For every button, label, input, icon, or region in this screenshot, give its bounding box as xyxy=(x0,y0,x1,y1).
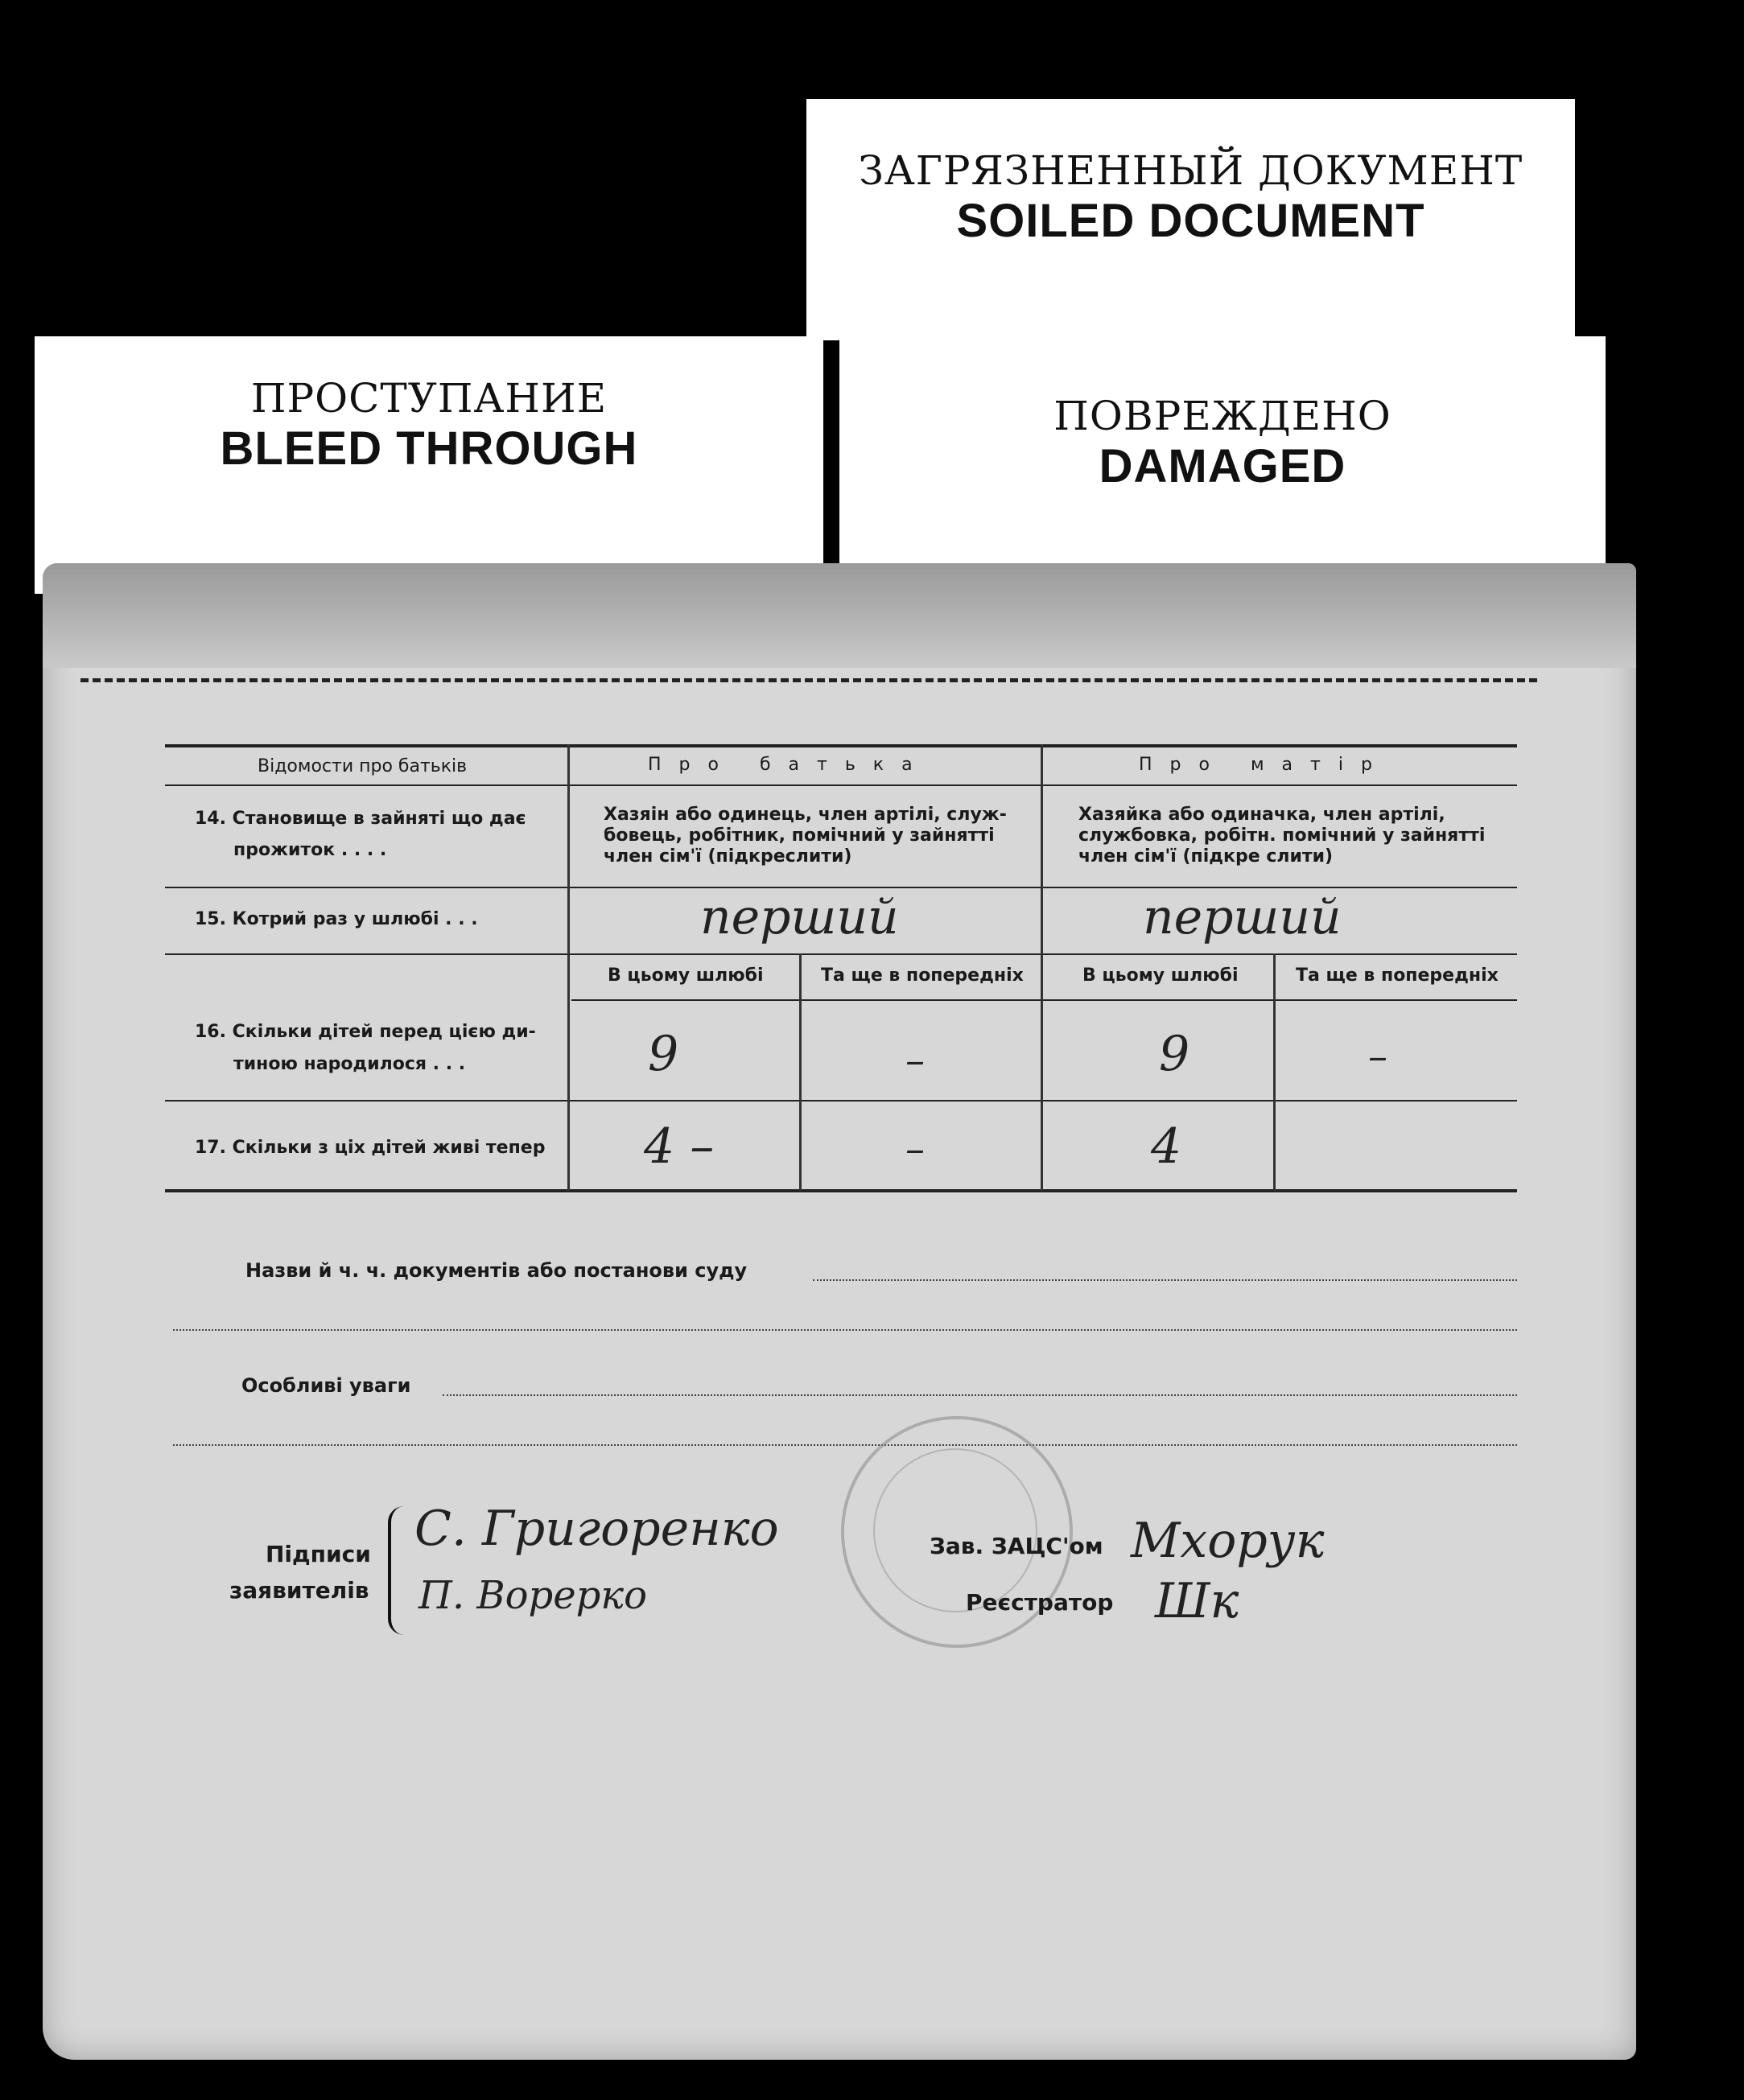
head-registry-signature: Мхорук xyxy=(1131,1513,1325,1569)
row16-bottom-rule xyxy=(165,1100,1517,1101)
col-divider-father-prev xyxy=(799,953,802,1191)
header-bottom-rule xyxy=(165,784,1517,786)
row15-father-value: перший xyxy=(700,889,899,945)
bleed-flag-ru: ПРОСТУПАНИЕ xyxy=(250,375,608,422)
header-parents: Відомости про батьків xyxy=(258,756,468,776)
soiled-document-flag xyxy=(806,99,1575,340)
col-divider-mother xyxy=(1041,744,1043,1191)
bleed-through-flag xyxy=(35,336,823,594)
row17-father-this: 4 – xyxy=(644,1118,715,1175)
header-mother: Про матір xyxy=(1139,755,1390,775)
row17-father-prev: – xyxy=(905,1126,925,1171)
row16-father-prev: – xyxy=(905,1038,925,1083)
col-divider-mother-prev xyxy=(1273,953,1276,1191)
registrar-signature: Шк xyxy=(1155,1573,1239,1629)
damaged-flag-en: DAMAGED xyxy=(1099,440,1346,492)
row14-mother-line1: Хазяйка або одиначка, член артілі, xyxy=(1078,805,1445,825)
notes-dotted-line-2 xyxy=(173,1444,1517,1446)
sub-father-prev: Та ще в попередніх xyxy=(821,966,1024,986)
row14-mother-line2: службовка, робітн. помічний у зайнятті xyxy=(1078,826,1486,846)
official-stamp-inner-ring xyxy=(873,1448,1037,1612)
row14-label-line2: прожиток . . . . xyxy=(233,840,387,860)
row15-label: 15. Котрий раз у шлюбі . . . xyxy=(195,909,478,929)
documents-label: Назви й ч. ч. документів або постанови суду xyxy=(245,1259,748,1282)
bleed-flag-en: BLEED THROUGH xyxy=(220,422,638,475)
subheader-bottom-rule xyxy=(571,999,1517,1001)
row15-mother-value: перший xyxy=(1143,889,1342,945)
notes-dotted-line-1 xyxy=(443,1394,1517,1396)
sub-father-this: В цьому шлюбі xyxy=(608,966,764,986)
row16-label-line1: 16. Скільки дітей перед цією ди- xyxy=(195,1022,536,1042)
col-divider-parents xyxy=(567,744,570,1191)
table-top-rule xyxy=(165,744,1517,747)
soiled-flag-en: SOILED DOCUMENT xyxy=(956,195,1425,247)
row17-label: 17. Скільки з ціх дітей живі тепер xyxy=(195,1138,546,1158)
document-sheet xyxy=(43,563,1636,2060)
row14-father-line1: Хазяін або одинець, член артілі, служ- xyxy=(604,805,1007,825)
row15-bottom-rule xyxy=(165,953,1517,955)
sub-mother-this: В цьому шлюбі xyxy=(1082,966,1239,986)
sub-mother-prev: Та ще в попередніх xyxy=(1296,966,1499,986)
header-father: Про батька xyxy=(648,755,930,775)
row16-father-this: 9 xyxy=(648,1026,679,1082)
signatures-label-line2: заявителів xyxy=(229,1577,369,1604)
documents-dotted-line-1 xyxy=(813,1279,1517,1281)
perforation-line xyxy=(80,678,1537,682)
head-registry-label: Зав. ЗАЦС'ом xyxy=(930,1533,1103,1559)
signature-brace xyxy=(388,1506,412,1635)
documents-dotted-line-2 xyxy=(173,1329,1517,1331)
sheet-torn-edge xyxy=(43,563,1636,668)
damaged-flag-ru: ПОВРЕЖДЕНО xyxy=(1053,393,1391,439)
row16-mother-this: 9 xyxy=(1159,1026,1190,1082)
row16-label-line2: тиною народилося . . . xyxy=(233,1054,466,1074)
damaged-flag xyxy=(839,336,1606,594)
applicant2-signature: П. Ворерко xyxy=(418,1573,647,1618)
row17-mother-this: 4 xyxy=(1151,1118,1182,1175)
notes-label: Особливі уваги xyxy=(241,1374,411,1397)
row14-father-line3: член сім'ї (підкреслити) xyxy=(604,846,852,867)
applicant1-signature: С. Григоренко xyxy=(414,1501,779,1557)
registrar-label: Реєстратор xyxy=(966,1589,1114,1616)
signatures-label-line1: Підписи xyxy=(266,1541,371,1567)
row14-label-line1: 14. Становище в зайняті що дає xyxy=(195,809,526,829)
row14-father-line2: бовець, робітник, помічний у зайнятті xyxy=(604,826,995,846)
row14-mother-line3: член сім'ї (підкре слити) xyxy=(1078,846,1334,867)
soiled-flag-ru: ЗАГРЯЗНЕННЫЙ ДОКУМЕНТ xyxy=(858,147,1523,194)
row16-mother-prev: – xyxy=(1368,1034,1387,1079)
row14-bottom-rule xyxy=(165,887,1517,888)
table-bottom-rule xyxy=(165,1189,1517,1192)
